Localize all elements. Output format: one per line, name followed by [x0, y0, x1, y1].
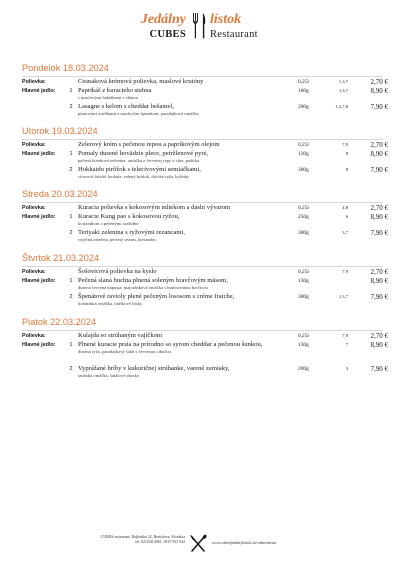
- item-number: 2: [69, 167, 73, 173]
- item-label: Hlavné jedlo:: [22, 151, 56, 157]
- footer: [0, 528, 400, 558]
- item-price: 8,90 €: [370, 87, 388, 95]
- menu-item: [22, 87, 388, 103]
- menu-item: [22, 332, 388, 341]
- item-label: Hlavné jedlo:: [22, 342, 56, 348]
- item-price: 2,70 €: [370, 78, 388, 86]
- item-number: 2: [69, 366, 73, 372]
- item-number: 1: [69, 88, 73, 94]
- item-quantity: 160g: [298, 88, 309, 94]
- dish-name: Špenátové ravioly plené pečeným lososom s créme fraiche,: [78, 293, 235, 300]
- item-quantity: 300g: [298, 167, 309, 173]
- day-section: [22, 62, 388, 119]
- menu-item: [22, 78, 388, 87]
- dish-name: Hokkaido pirôžok s telecívovými semiačkami,: [78, 166, 201, 173]
- footer-website[interactable]: www.cubesjedalnylistok.sk/cubes/menu: [212, 540, 276, 545]
- item-allergens: 8: [345, 167, 348, 172]
- item-number: 1: [69, 214, 73, 220]
- brand-right: [210, 12, 290, 42]
- item-allergens: 1,3,7: [338, 79, 348, 84]
- item-label: Polievka:: [22, 333, 46, 339]
- day-section: [22, 316, 388, 381]
- dish-description: s maslovými haluškami s vňatou: [78, 95, 138, 100]
- item-label: Polievka:: [22, 79, 46, 85]
- item-allergens: 7,9: [342, 269, 348, 274]
- brand-left: [138, 12, 186, 42]
- menu-item: [22, 293, 388, 309]
- dish-name: Cesnaková krémová polievka, maslové krutóny: [78, 78, 204, 85]
- item-label: Hlavné jedlo:: [22, 88, 56, 94]
- menu-item: [22, 341, 388, 365]
- item-quantity: 0,25l: [298, 79, 309, 85]
- item-quantity: 300g: [298, 230, 309, 236]
- item-label: Polievka:: [22, 205, 46, 211]
- dish-description: dusená ryža, paradajkový šalát s červenou cibuľou: [78, 349, 171, 354]
- dish-description: koriandrom a pečenými arašidmi: [78, 221, 139, 226]
- dish-name: Kuracia polievka s kokosovým mliekom a dashi vývarom: [78, 204, 231, 211]
- item-price: 2,70 €: [370, 204, 388, 212]
- item-price: 7,90 €: [370, 103, 388, 111]
- item-allergens: 3,7: [342, 230, 348, 235]
- item-number: 1: [69, 151, 73, 157]
- item-label: Polievka:: [22, 142, 46, 148]
- menu-item: [22, 103, 388, 119]
- day-title: Pondelok 18.03.2024: [22, 63, 109, 73]
- item-quantity: 200g: [298, 104, 309, 110]
- utensils-icon: [190, 12, 208, 40]
- menu-item: [22, 229, 388, 245]
- footer-address: [95, 535, 185, 546]
- day-section: [22, 125, 388, 182]
- dish-name: Pomaly dusené hovädzie plece, petržlenové pyré,: [78, 150, 209, 157]
- item-price: 2,70 €: [370, 141, 388, 149]
- item-quantity: 0,25l: [298, 205, 309, 211]
- dish-description: vaječná omeleta, pečený sezam, koriander,: [78, 237, 157, 242]
- item-number: 1: [69, 342, 73, 348]
- item-quantity: 300g: [298, 294, 309, 300]
- divider: [22, 330, 382, 331]
- menu-item: [22, 213, 388, 229]
- item-allergens: 8: [345, 151, 348, 156]
- item-price: 7,90 €: [370, 293, 388, 301]
- item-quantity: 0,25l: [298, 269, 309, 275]
- item-price: 8,90 €: [370, 213, 388, 221]
- dish-description: holandská omáčka, hráškové lístky: [78, 301, 143, 306]
- item-label: Hlavné jedlo:: [22, 278, 56, 284]
- item-number: 2: [69, 104, 73, 110]
- dish-description: piniovými orieškami a maslovým špenátom, paradajková omáčka: [78, 111, 199, 116]
- day-section: [22, 188, 388, 245]
- dish-description: cícerová falafel kroketa, zelený hrášok, divoká ryža, bylinky: [78, 174, 190, 179]
- item-quantity: 130g: [298, 278, 309, 284]
- dish-name: Vyprážané hríby v kukuričnej strúhanke, varené zemiaky,: [78, 365, 230, 372]
- divider: [22, 202, 382, 203]
- item-quantity: 0,25l: [298, 142, 309, 148]
- item-allergens: 7,9: [342, 333, 348, 338]
- day-title: Utorok 19.03.2024: [22, 126, 98, 136]
- dish-name: Kulajda so strúhaným vajíčkom: [78, 332, 163, 339]
- item-allergens: 4,8: [342, 205, 348, 210]
- item-number: 1: [69, 278, 73, 284]
- dish-name: Plnené kuracie prsia na prírodno so syrom cheddar a pečenou šunkou,: [78, 341, 263, 348]
- dish-name: Pečená slaná buchta plnená soleným bravčovým mäsom,: [78, 277, 228, 284]
- item-number: 2: [69, 294, 73, 300]
- menu-item: [22, 204, 388, 213]
- item-allergens: 6: [345, 214, 348, 219]
- item-allergens: 3: [345, 366, 348, 371]
- item-price: 7,90 €: [370, 365, 388, 373]
- item-quantity: 200g: [298, 366, 309, 372]
- dish-description: tatárska omáčka, šalátové uhorky: [78, 373, 140, 378]
- item-allergens: 7: [345, 342, 348, 347]
- item-label: Hlavné jedlo:: [22, 214, 56, 220]
- menu-item: [22, 268, 388, 277]
- item-quantity: 0,25l: [298, 333, 309, 339]
- menu-item: [22, 150, 388, 166]
- item-allergens: 1,3,7: [338, 88, 348, 93]
- header: [0, 10, 400, 52]
- dish-description: dusená červená kapusta, majoránková omáčka s hrubozrnnou horčicou: [78, 285, 208, 290]
- menu-item: [22, 277, 388, 293]
- brand-left-script: Jedálny: [140, 12, 186, 27]
- menu-item: [22, 365, 388, 381]
- dish-name: Zelerový krém s pečenou repou a paprikovým olejom: [78, 141, 220, 148]
- item-price: 8,90 €: [370, 277, 388, 285]
- brand-name: CUBES: [149, 29, 186, 40]
- item-quantity: 130g: [298, 151, 309, 157]
- item-price: 2,70 €: [370, 268, 388, 276]
- menu-item: [22, 166, 388, 182]
- item-label: Polievka:: [22, 269, 46, 275]
- dish-name: Kuracie Kung pao s kokosovou ryžou,: [78, 213, 180, 220]
- item-price: 7,90 €: [370, 166, 388, 174]
- dish-name: Teriyaki zelenina s ryžovými rezancami,: [78, 229, 186, 236]
- dish-description: pečená koreňová zelenina, omáčka z červenej repy a vína, pažítka: [78, 158, 200, 163]
- day-section: [22, 252, 388, 309]
- divider: [22, 139, 382, 140]
- item-price: 2,70 €: [370, 332, 388, 340]
- divider: [22, 266, 382, 267]
- item-price: 8,90 €: [370, 341, 388, 349]
- item-price: 7,90 €: [370, 229, 388, 237]
- day-title: Streda 20.03.2024: [22, 189, 98, 199]
- dish-name: Paprikáš z kuracieho stehna: [78, 87, 152, 94]
- brand-right-script: lístok: [210, 12, 242, 27]
- day-title: Štvrtok 21.03.2024: [22, 253, 100, 263]
- item-number: 2: [69, 230, 73, 236]
- contact-line: tel: 02/33414961, 0915 955 944: [135, 540, 185, 545]
- dish-name: Šošovicová polievka na kyslo: [78, 268, 157, 275]
- item-price: 8,90 €: [370, 150, 388, 158]
- address-line: CUBES restaurant, Bajkalská 22, Bratislava, Slovakia: [100, 535, 185, 539]
- item-quantity: 130g: [298, 342, 309, 348]
- dish-name: Lasagne s kelom s cheddar bešamel,: [78, 103, 174, 110]
- brand-sub: Restaurant: [210, 29, 258, 40]
- item-allergens: 7,9: [342, 142, 348, 147]
- item-quantity: 250g: [298, 214, 309, 220]
- day-title: Piatok 22.03.2024: [22, 317, 97, 327]
- crossed-utensils-icon: [188, 534, 208, 554]
- divider: [22, 76, 382, 77]
- item-allergens: 1,3,7: [338, 294, 348, 299]
- item-allergens: 1,3,7,8: [335, 104, 348, 109]
- menu-item: [22, 141, 388, 150]
